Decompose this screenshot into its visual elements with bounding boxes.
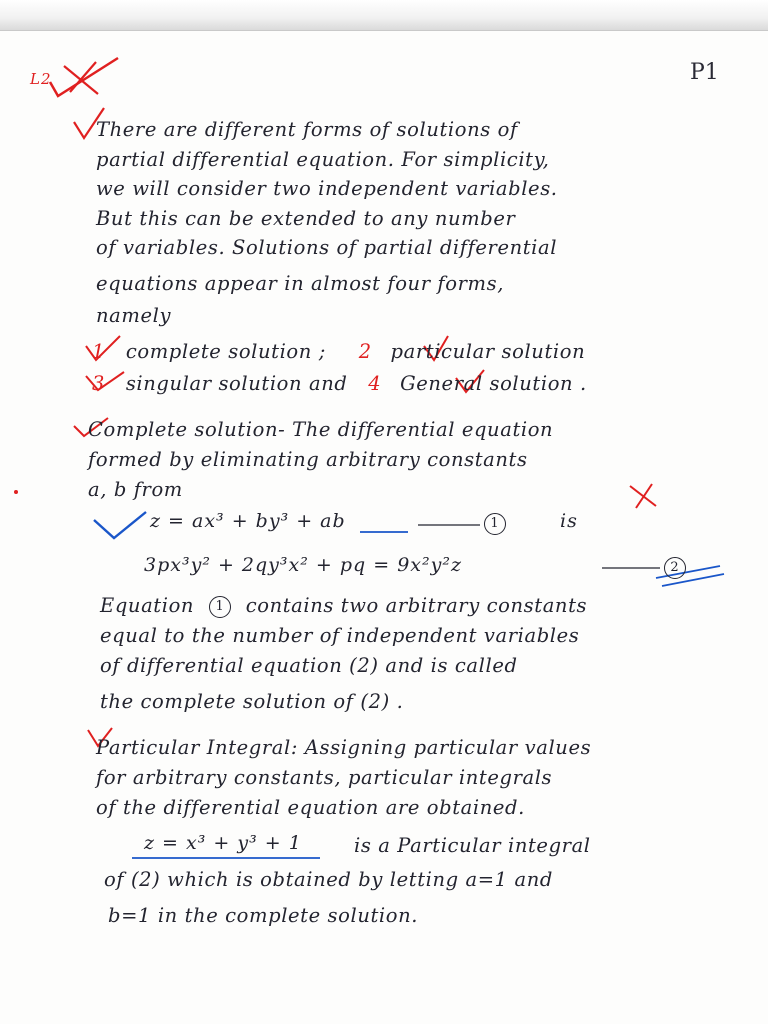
equation-1-number: 1	[484, 513, 506, 535]
cross-mark-eq	[630, 484, 656, 508]
intro-line-1: There are different forms of solutions of	[96, 118, 518, 141]
form-number-4: 4	[368, 372, 382, 395]
corner-mark-label: L2	[30, 70, 52, 88]
particular-line-4: of (2) which is obtained by letting a=1 and	[104, 868, 553, 891]
equation-1-suffix: is	[560, 510, 578, 532]
page-number: P1	[690, 60, 719, 85]
forms-line-1	[92, 338, 585, 366]
equation-2: 3px³y² + 2qy³x² + pq = 9x²y²z	[144, 554, 462, 576]
intro-line-6: equations appear in almost four forms,	[96, 272, 505, 295]
complete-line-1: Complete solution- The differential equation	[88, 418, 554, 441]
particular-rest: is a Particular integral	[354, 834, 591, 857]
particular-line-1: Particular Integral: Assigning particular values	[96, 736, 592, 759]
particular-line-5: b=1 in the complete solution.	[108, 904, 419, 927]
explain-line-1	[100, 592, 587, 620]
equation-1: z = ax³ + by³ + ab	[150, 510, 346, 532]
particular-line-2: for arbitrary constants, particular integrals	[96, 766, 553, 789]
form-number-2: 2	[358, 340, 372, 363]
equation-2-number-wrap	[664, 556, 686, 579]
equation-1-number-wrap	[484, 512, 506, 535]
explain-equation-word: Equation	[100, 594, 195, 617]
margin-dot	[14, 490, 18, 494]
form-number-3: 3	[92, 372, 106, 395]
explain-line-3: of differential equation (2) and is called	[100, 654, 518, 677]
form-number-1: 1	[92, 340, 106, 363]
intro-line-2: partial differential equation. For simplicity,	[96, 148, 550, 171]
complete-line-3: a, b from	[88, 478, 183, 501]
explain-line-4: the complete solution of (2) .	[100, 690, 404, 713]
form-general-label: General solution .	[400, 372, 587, 395]
intro-line-5: of variables. Solutions of partial differential	[96, 236, 558, 259]
explain-equation-ref: 1	[209, 596, 231, 618]
forms-line-2	[92, 370, 587, 398]
equation-2-number: 2	[664, 557, 686, 579]
form-complete-label: complete solution ;	[125, 340, 326, 363]
particular-equation: z = x³ + y³ + 1	[144, 832, 302, 854]
eq1-blue-check	[94, 512, 146, 538]
form-particular-label: particular solution	[390, 340, 586, 363]
complete-line-2: formed by eliminating arbitrary constants	[88, 448, 528, 471]
form-singular-label: singular solution and	[125, 372, 348, 395]
explain-line-2: equal to the number of independent variables	[100, 624, 580, 647]
intro-line-3: we will consider two independent variables.	[96, 177, 558, 200]
intro-line-7: namely	[96, 304, 172, 327]
intro-line-4: But this can be extended to any number	[96, 207, 516, 230]
explain-text-1: contains two arbitrary constants	[245, 594, 588, 617]
particular-line-3: of the differential equation are obtained.	[96, 796, 525, 819]
